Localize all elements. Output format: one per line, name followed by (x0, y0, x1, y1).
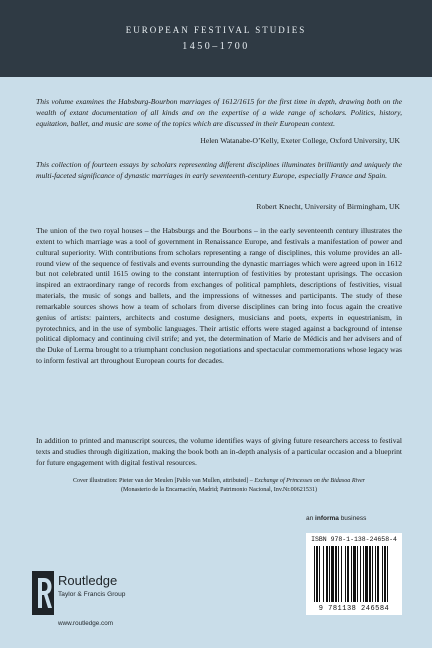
series-header-bar (0, 0, 432, 77)
cover-credit-prefix: Cover illustration: Pieter van der Meulen [Pablo van Mullen, attributed] – (72, 478, 255, 484)
informa-suffix: business (338, 515, 367, 522)
informa-prefix: an (306, 515, 316, 522)
informa-business-tag (306, 515, 366, 522)
description-paragraph-1: The union of the two royal houses – the Habsburgs and the Bourbons – in the early seventeenth century illustrates the extent to which marriage was a tool of government in Renaissance Europe, and festivals a manifestation of power and cultural superiority. With contributions from scholars representing a range of disciplines, this volume provides an all-round view of the sequence of festivals and events surrounding the dynastic marriages which were agreed upon in 1612 but not celebrated until 1615 owing to the constant interruption of festivities by protestant uprisings. The occasion inspired an extraordinary range of records from exchanges of political pamphlets, descriptions of festivities, visual materials, the music of songs and ballets, and the impressions of witnesses and participants. The study of these remarkable sources shows how a team of scholars from diverse disciplines can bring into focus again the creative genius of artists: painters, architects and costume designers, musicians and poets, experts in equestrianism, in pyrotechnics, and in the use of symbolic languages. Their artistic efforts were staged against a background of intense political diplomacy and continuing civil strife; and yet, the determination of Marie de Médicis and her advisers and of the Duke of Lerma brought to a triumphant conclusion negotiations and spectacular commemorations whose legacy was to inform festival art throughout European courts for decades. (36, 226, 402, 366)
description-paragraph-2: In addition to printed and manuscript sources, the volume identifies ways of giving future researchers access to festival texts and studies through digitization, making the book both an in-depth analysis of a particular occasion and a blueprint for future engagement with digital festival resources. (36, 436, 402, 467)
series-years: 1450–1700 (182, 41, 250, 52)
review-attribution-1: Helen Watanabe-O’Kelly, Exeter College, Oxford University, UK (200, 136, 400, 145)
review-quote-2: This collection of fourteen essays by scholars representing different disciplines illuminates brilliantly and uniquely the multi-faceted significance of dynastic marriages in early seventeenth-century Europe, especially France and Spain. (36, 160, 402, 180)
isbn-label: ISBN 978-1-138-24658-4 (311, 536, 397, 543)
barcode-digits: 9 781138 246584 (318, 605, 390, 613)
cover-illustration-credit (36, 477, 402, 495)
publisher-url[interactable]: www.routledge.com (58, 620, 113, 627)
informa-brand: informa (315, 515, 339, 522)
review-attribution-2: Robert Knecht, University of Birmingham, UK (256, 202, 400, 211)
barcode-icon (306, 533, 402, 615)
cover-credit-title: Exchange of Princesses on the Bidasoa River (254, 478, 366, 484)
review-quote-1: This volume examines the Habsburg-Bourbon marriages of 1612/1615 for the first time in depth, drawing both on the wealth of extant documentation of all kinds and on the expertise of a wide range of scholars. Politics, history, equitation, ballet, and music are some of the topics which are discussed in their European context. (36, 97, 402, 128)
series-title: EUROPEAN FESTIVAL STUDIES (125, 25, 307, 35)
routledge-r-logo-icon (32, 571, 54, 615)
publisher-group: Taylor & Francis Group (58, 591, 126, 598)
cover-credit-location: (Monasterio de la Encarnación, Madrid; Patrimonio Nacional, Inv.Nr.00621531) (120, 486, 318, 493)
isbn-barcode (306, 533, 402, 615)
publisher-name: Routledge (58, 573, 118, 588)
